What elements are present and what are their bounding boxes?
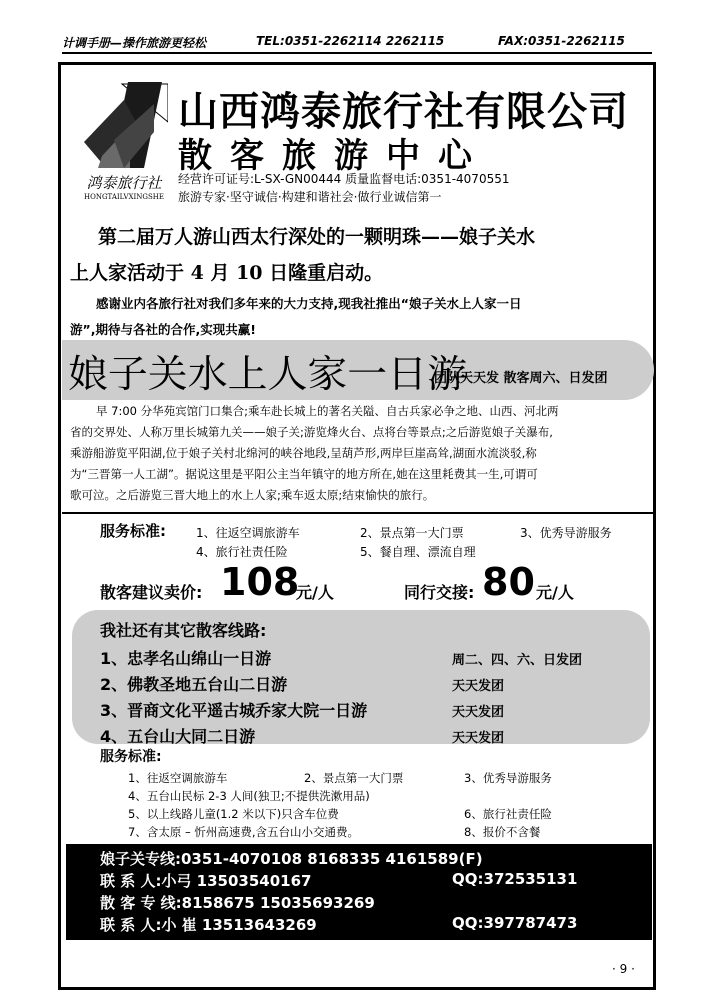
service-item: 3、优秀导游服务: [520, 526, 612, 540]
retail-price-value: 108: [220, 560, 300, 604]
service-item: 1、往返空调旅游车: [196, 526, 300, 540]
service-item: 5、餐自理、漂流自理: [360, 545, 476, 559]
service2-item: 2、景点第一大门票: [304, 771, 404, 785]
license-line: 经营许可证号:L-SX-GN00444 质量监督电话:0351-4070551: [178, 172, 510, 186]
header-fax: FAX:0351-2262115: [498, 34, 625, 48]
motto-line: 旅游专家·坚守诚信·构建和谐社会·做行业诚信第一: [178, 190, 442, 204]
retail-price-unit: 元/人: [296, 583, 334, 602]
route-item-name: 3、晋商文化平遥古城乔家大院一日游: [100, 701, 368, 720]
service2-item: 3、优秀导游服务: [464, 771, 552, 785]
service-item: 2、景点第一大门票: [360, 526, 464, 540]
page-number: · 9 ·: [612, 962, 635, 976]
banner-note: 团队天天发 散客周六、日发团: [434, 371, 608, 386]
route-item-name: 1、忠孝名山绵山一日游: [100, 649, 272, 668]
route-item-name: 4、五台山大同二日游: [100, 727, 256, 746]
company-name: 山西鸿泰旅行社有限公司: [178, 89, 629, 135]
contact-line: 联 系 人:小弓 13503540167: [100, 872, 312, 890]
route-item-name: 2、佛教圣地五台山二日游: [100, 675, 288, 694]
service2-item: 4、五台山民标 2-3 人间(独卫;不提供洗漱用品): [128, 789, 370, 803]
route-item-schedule: 天天发团: [452, 679, 505, 694]
headline-line-2: 上人家活动于 4 月 10 日隆重启动。: [70, 262, 384, 284]
section-divider: [62, 512, 654, 514]
contact-line: 联 系 人:小 崔 13513643269: [100, 916, 317, 934]
route-item-schedule: 天天发团: [452, 705, 505, 720]
service-item: 4、旅行社责任险: [196, 545, 288, 559]
service2-item: 1、往返空调旅游车: [128, 771, 228, 785]
itinerary-line: 乘游船游览平阳湖,位于娘子关村北绵河的峡谷地段,呈葫芦形,两岸巨崖高耸,湖面水流淡驳,称: [70, 446, 537, 460]
route-item-schedule: 天天发团: [452, 731, 505, 746]
retail-price-label: 散客建议卖价:: [100, 583, 203, 602]
service2-title: 服务标准:: [100, 749, 162, 765]
service2-item: 6、旅行社责任险: [464, 807, 552, 821]
intro-line-2: 游”,期待与各社的合作,实现共赢!: [70, 322, 256, 337]
headline-line-1: 第二届万人游山西太行深处的一颗明珠——娘子关水: [98, 226, 536, 248]
logo-pinyin: HONGTAILVXINGSHE: [83, 193, 164, 201]
company-logo-icon: [84, 82, 168, 168]
contact-line: 散 客 专 线:8158675 15035693269: [100, 894, 375, 912]
header-rule: [62, 52, 652, 54]
service-title: 服务标准:: [100, 522, 166, 540]
contact-qq: QQ:397787473: [452, 914, 578, 932]
intro-line-1: 感谢业内各旅行社对我们多年来的大力支持,现我社推出“娘子关水上人家一日: [96, 296, 522, 311]
itinerary-line: 早 7:00 分华苑宾馆门口集合;乘车赴长城上的著名关隘、自古兵家必争之地、山西、河北两: [96, 404, 559, 418]
header-tel: TEL:0351-2262114 2262115: [256, 34, 445, 48]
service2-item: 7、含太原 – 忻州高速费,含五台山小交通费。: [128, 825, 360, 839]
itinerary-line: 省的交界处、人称万里长城第九关——娘子关;游览烽火台、点将台等景点;之后游览娘子关瀑布,: [70, 425, 553, 439]
itinerary-line: 歌可泣。之后游览三晋大地上的水上人家;乘车返太原;结束愉快的旅行。: [70, 488, 435, 502]
trade-price-label: 同行交接:: [404, 583, 475, 602]
service2-item: 5、以上线路儿童(1.2 米以下)只含车位费: [128, 807, 339, 821]
header-title: 计调手册—操作旅游更轻松: [62, 36, 207, 50]
page-header: [62, 34, 652, 54]
route-item-schedule: 周二、四、六、日发团: [452, 653, 583, 668]
banner-title: 娘子关水上人家一日游: [68, 352, 468, 396]
trade-price-value: 80: [482, 560, 535, 604]
trade-price-unit: 元/人: [536, 583, 574, 602]
logo-caption: 鸿泰旅行社: [86, 174, 162, 192]
contact-qq: QQ:372535131: [452, 870, 578, 888]
itinerary-line: 为“三晋第一人工湖”。据说这里是平阳公主当年镇守的地方所在,她在这里耗费其一生,可谓可: [70, 467, 538, 481]
service2-item: 8、报价不含餐: [464, 825, 541, 839]
contact-line: 娘子关专线:0351-4070108 8168335 4161589(F): [100, 850, 483, 868]
center-name: 散客旅游中心: [178, 136, 490, 176]
routes-title: 我社还有其它散客线路:: [100, 621, 267, 640]
